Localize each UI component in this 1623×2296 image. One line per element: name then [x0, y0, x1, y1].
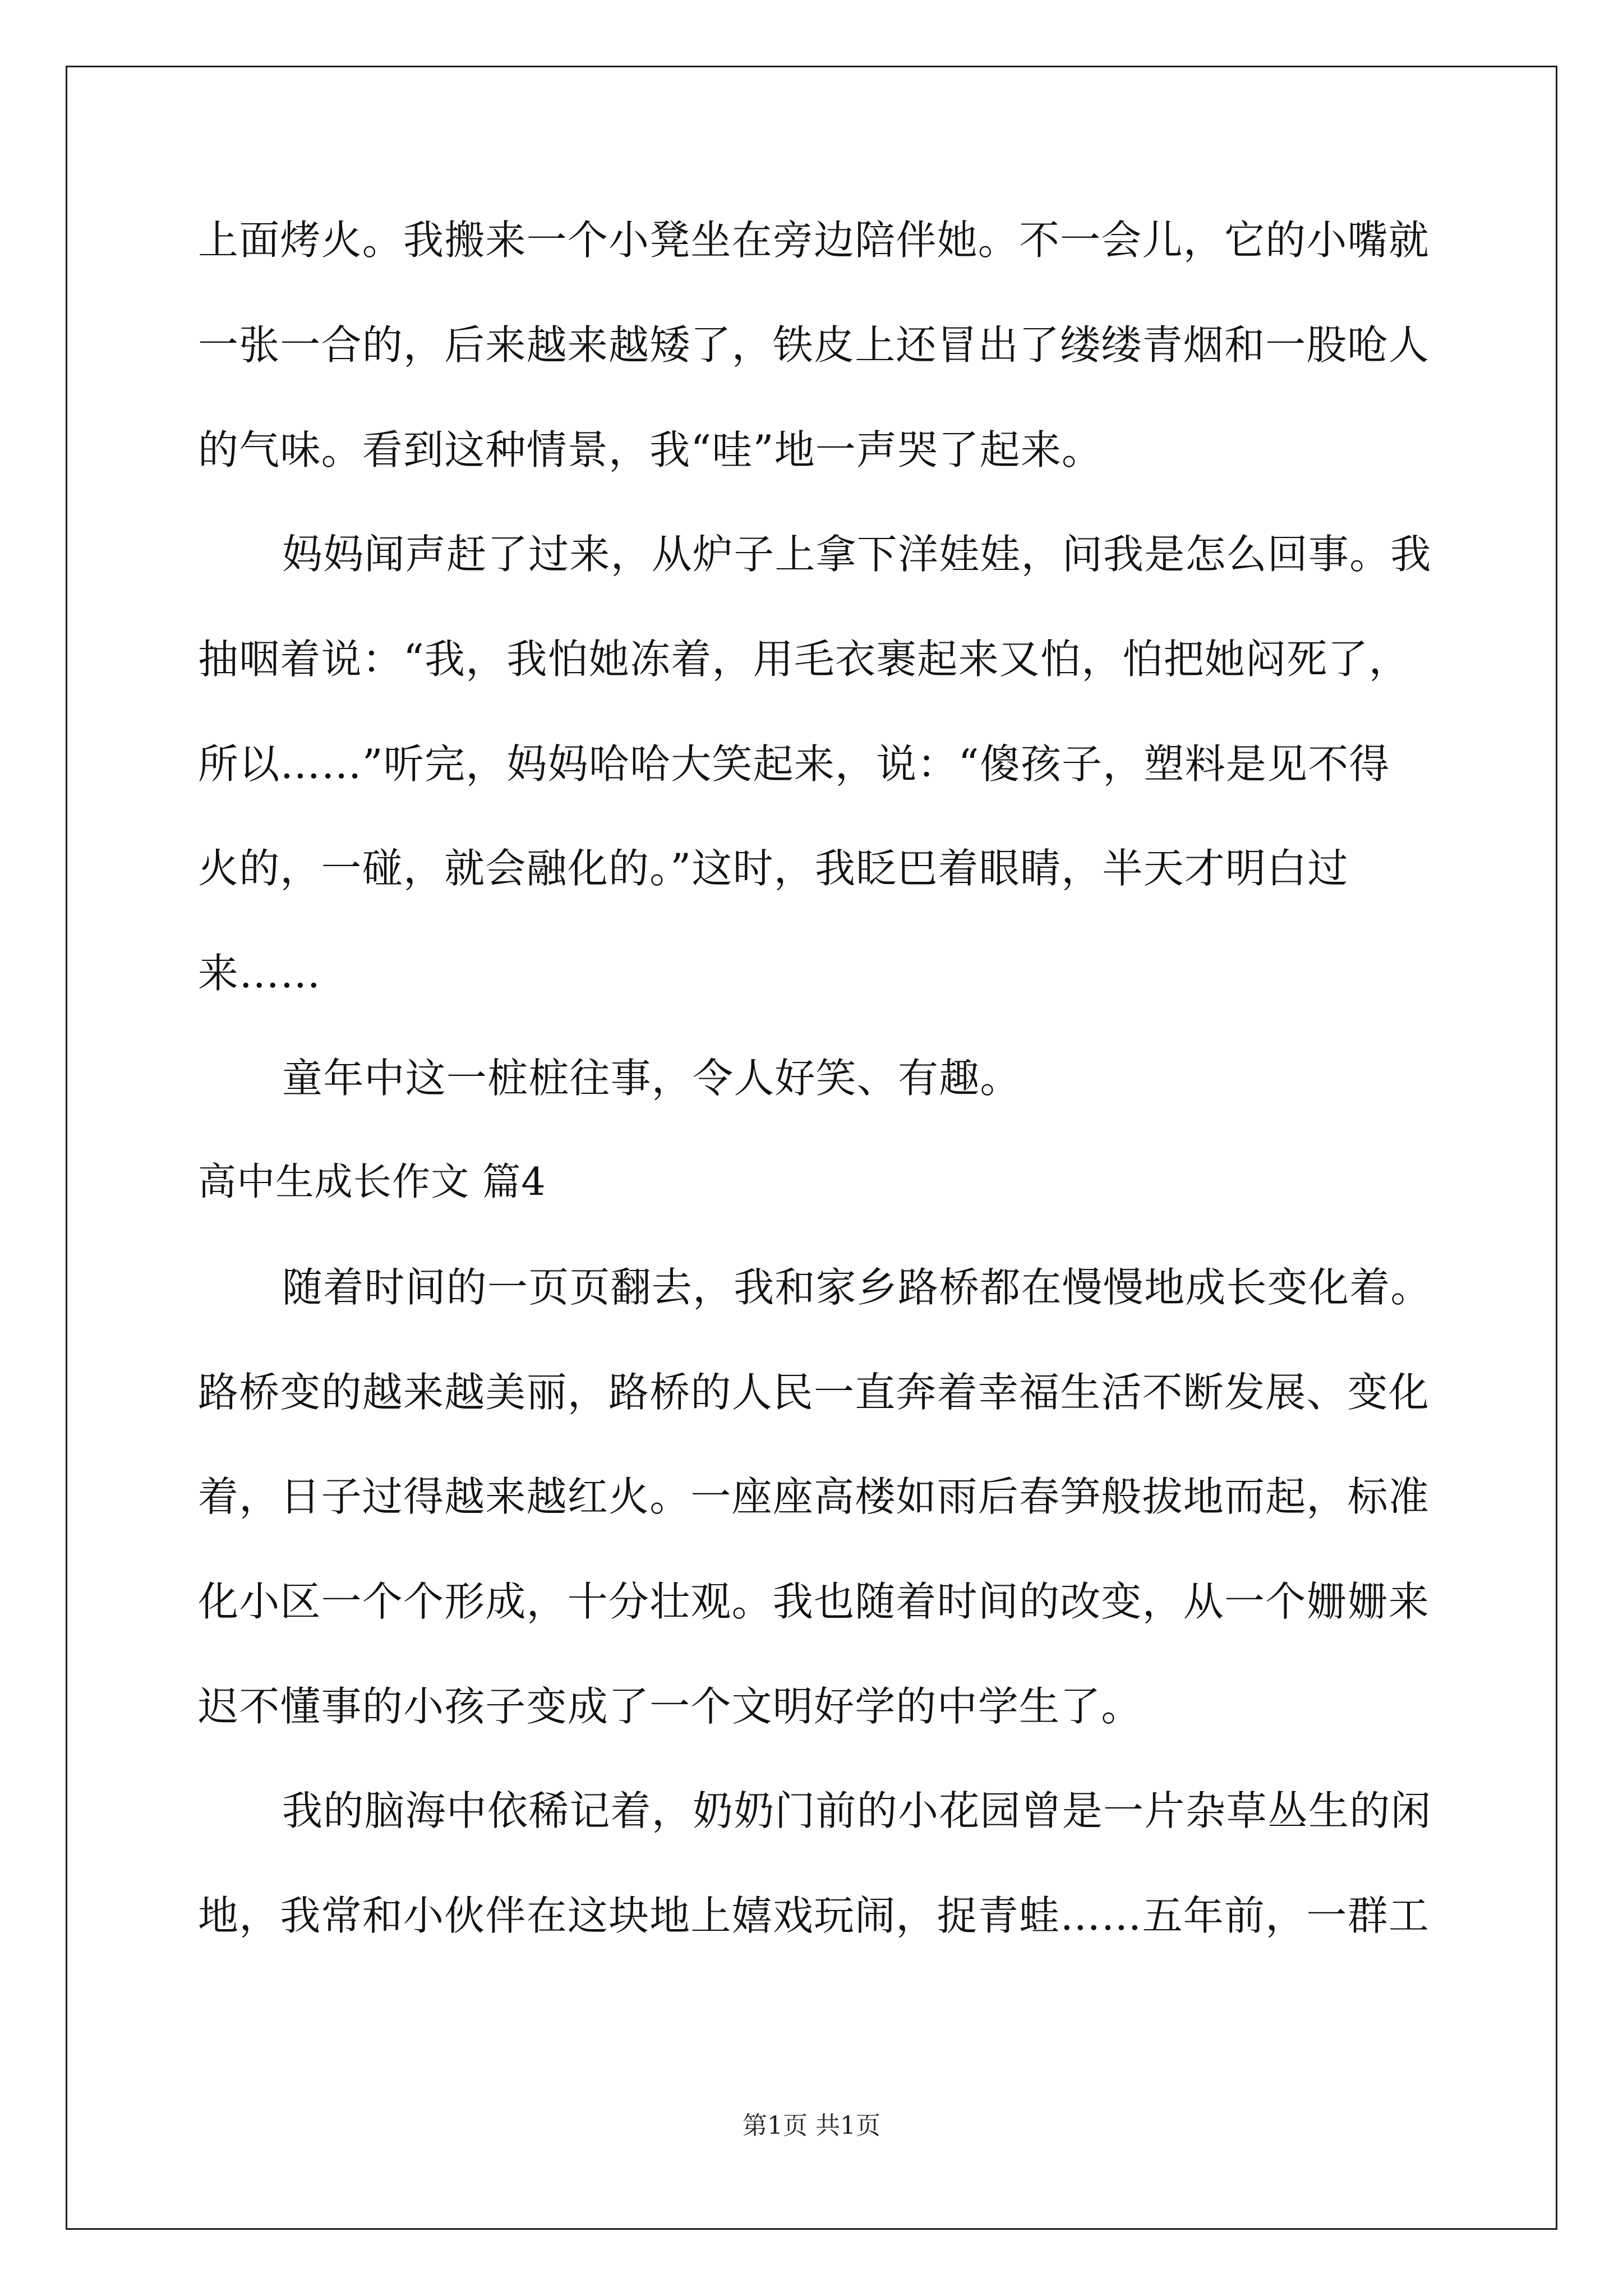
text-line: 抽咽着说：“我，我怕她冻着，用毛衣裹起来又怕，怕把她闷死了， — [198, 636, 1410, 683]
paragraph-start-line: 随着时间的一页页翻去，我和家乡路桥都在慢慢地成长变化着。 — [282, 1264, 1432, 1311]
text-line: 来…… — [198, 950, 321, 997]
page-number: 第1页 共1页 — [743, 2111, 880, 2140]
text-line: 化小区一个个形成，十分壮观。我也随着时间的改变，从一个姗姗来 — [198, 1578, 1430, 1625]
text-line: 上面烤火。我搬来一个小凳坐在旁边陪伴她。不一会儿，它的小嘴就 — [198, 217, 1430, 264]
paragraph-start-line: 我的脑海中依稀记着，奶奶门前的小花园曾是一片杂草丛生的闲 — [282, 1787, 1432, 1834]
text-line: 路桥变的越来越美丽，路桥的人民一直奔着幸福生活不断发展、变化 — [198, 1369, 1430, 1416]
paragraph-start-line: 妈妈闻声赶了过来，从炉子上拿下洋娃娃，问我是怎么回事。我 — [282, 531, 1432, 578]
text-line: 火的，一碰，就会融化的。”这时，我眨巴着眼睛，半天才明白过 — [198, 845, 1349, 892]
paragraph-start-line: 童年中这一桩桩往事，令人好笑、有趣。 — [282, 1055, 1021, 1102]
text-line: 着，日子过得越来越红火。一座座高楼如雨后春笋般拔地而起，标准 — [198, 1473, 1430, 1520]
section-heading: 高中生成长作文 篇4 — [198, 1160, 546, 1204]
text-line: 地，我常和小伙伴在这块地上嬉戏玩闹，捉青蛙……五年前，一群工 — [198, 1892, 1430, 1939]
text-line: 的气味。看到这种情景，我“哇”地一声哭了起来。 — [198, 426, 1103, 473]
text-line: 迟不懂事的小孩子变成了一个文明好学的中学生了。 — [198, 1683, 1142, 1730]
text-line: 一张一合的，后来越来越矮了，铁皮上还冒出了缕缕青烟和一股呛人 — [198, 321, 1430, 369]
text-line: 所以……”听完，妈妈哈哈大笑起来，说：“傻孩子，塑料是见不得 — [198, 740, 1390, 788]
